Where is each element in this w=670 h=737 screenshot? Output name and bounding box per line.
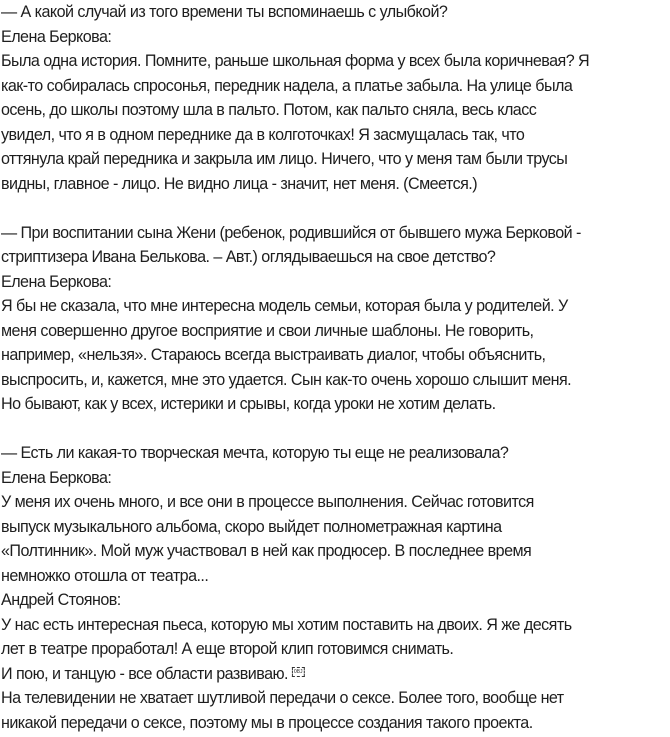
speaker-label: Елена Беркова: <box>1 27 112 46</box>
answer-line: видны, главное - лицо. Не видно лица - значит, нет меня. (Смеется.) <box>1 174 478 193</box>
answer-line: увидел, что я в одном переднике да в колготочках! Я засмущалась так, что <box>1 125 525 144</box>
question-line: — При воспитании сына Жени (ребенок, родившийся от бывшего мужа Берковой - <box>1 223 581 242</box>
answer-line-with-object <box>1 662 663 687</box>
question-line: — А какой случай из того времени ты вспоминаешь с улыбкой? <box>1 3 448 21</box>
paragraph-spacer <box>1 417 670 442</box>
question-line: стриптизера Ивана Белькова. – Авт.) оглядываешься на свое детство? <box>1 248 496 266</box>
question-line: — Есть ли какая-то творческая мечта, которую ты еще не реализовала? <box>1 444 509 462</box>
answer-line: например, «нельзя». Стараюсь всегда выстраивать диалог, чтобы объяснить, <box>1 346 546 364</box>
answer-line: «Полтинник». Мой муж участвовал в ней как продюсер. В последнее время <box>1 542 532 560</box>
answer-line: оттянула край передника и закрыла им лицо. Ничего, что у меня там были трусы <box>1 150 568 168</box>
answer-line: У меня их очень много, и все они в процессе выполнения. Сейчас готовится <box>1 493 534 511</box>
answer-line: лет в театре проработал! А еще второй клип готовимся снимать. <box>1 640 454 658</box>
answer-line: осень, до школы поэтому шла в пальто. Потом, как пальто сняла, весь класс <box>1 101 537 119</box>
answer-line: немножко отошла от театра... <box>1 566 209 585</box>
answer-line: Была одна история. Помните, раньше школьная форма у всех была коричневая? Я <box>1 52 590 70</box>
answer-line: как-то собиралась спросонья, передник надела, а платье забыла. На улице была <box>1 76 573 95</box>
speaker-label: Елена Беркова: <box>1 468 112 487</box>
answer-line: выспросить, и, кажется, мне это удается. Сын как-то очень хорошо слышит меня. <box>1 370 572 389</box>
answer-line: У нас есть интересная пьеса, которую мы хотим поставить на двоих. Я же десять <box>1 615 572 634</box>
speaker-label: Андрей Стоянов: <box>1 591 121 609</box>
paragraph-spacer <box>1 196 670 221</box>
answer-line: На телевидении не хватает шутливой передачи о сексе. Более того, вообще нет <box>1 689 564 707</box>
answer-line: выпуск музыкального альбома, скоро выйдет полнометражная картина <box>1 517 502 536</box>
object-placeholder-icon: OBJ <box>293 669 303 676</box>
answer-line: меня совершенно другое восприятие и свои личные шаблоны. Не говорить, <box>1 321 534 340</box>
answer-line-text: И пою, и танцую - все области развиваю. <box>1 664 288 683</box>
answer-line: Но бывают, как у всех, истерики и срывы, когда уроки не хотим делать. <box>1 395 496 413</box>
speaker-label: Елена Беркова: <box>1 272 112 291</box>
answer-line: Я бы не сказала, что мне интересна модель семьи, которая была у родителей. У <box>1 297 568 315</box>
answer-line: никакой передачи о сексе, поэтому мы в процессе создания такого проекта. <box>1 713 533 732</box>
